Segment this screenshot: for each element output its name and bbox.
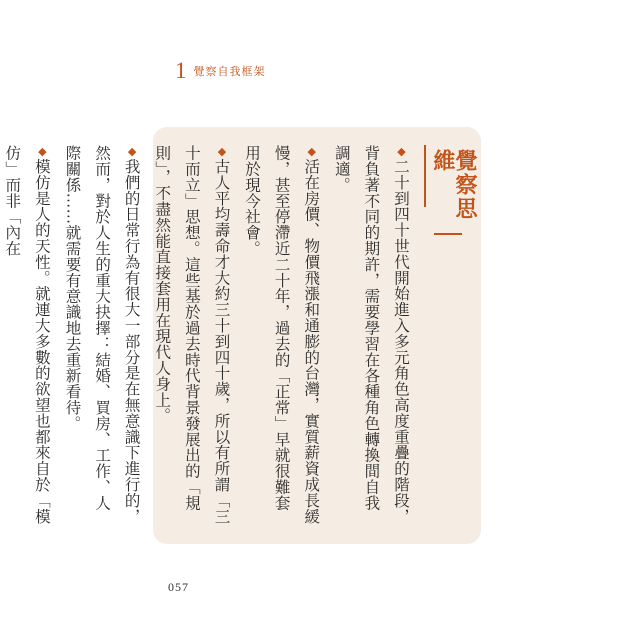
bullet-paragraph (147, 145, 237, 525)
paragraph-text: 我們的日常行為有很大一部分是在無意識下進行的，然而，對於人生的重大抉擇：結婚、買房、工作、人際關係……就需要有意識地去重新看待。 (63, 145, 141, 525)
diamond-icon: ◆ (395, 145, 408, 159)
page-number: 057 (168, 580, 189, 594)
chapter-header (175, 59, 266, 82)
bullet-paragraph (326, 145, 416, 525)
title-underline-vertical (424, 145, 426, 207)
diamond-icon: ◆ (305, 145, 319, 159)
bullet-paragraph (57, 145, 147, 525)
insight-title: 覺察思維 (430, 149, 477, 221)
diamond-icon: ◆ (125, 145, 139, 159)
diamond-icon: ◆ (35, 145, 49, 159)
paragraph-text: 二十到四十世代開始進入多元角色高度重疊的階段，背負著不同的期許，需要學習在各種角色轉換間自我調適。 (332, 145, 410, 525)
paragraph-text: 模仿是人的天性。就連大多數的欲望也都來自於「模仿」而非「內在 (3, 145, 51, 525)
insight-text (3, 145, 416, 525)
chapter-number: 1 (175, 58, 187, 83)
paragraph-text: 活在房價、物價飛漲和通膨的台灣，實質薪資成長緩慢，甚至停滯近二十年，過去的「正常」早就很難套用於現今社會。 (243, 145, 321, 525)
diamond-icon: ◆ (215, 145, 229, 159)
insight-box-title (422, 145, 477, 237)
chapter-title: 覺察自我框架 (193, 64, 266, 78)
bullet-paragraph (0, 145, 57, 525)
paragraph-text: 古人平均壽命才大約三十到四十歲，所以有所謂「三十而立」思想。這些基於過去時代背景發展出的「規則」，不盡然能直接套用在現代人身上。 (153, 145, 231, 525)
bullet-paragraph (236, 145, 326, 525)
